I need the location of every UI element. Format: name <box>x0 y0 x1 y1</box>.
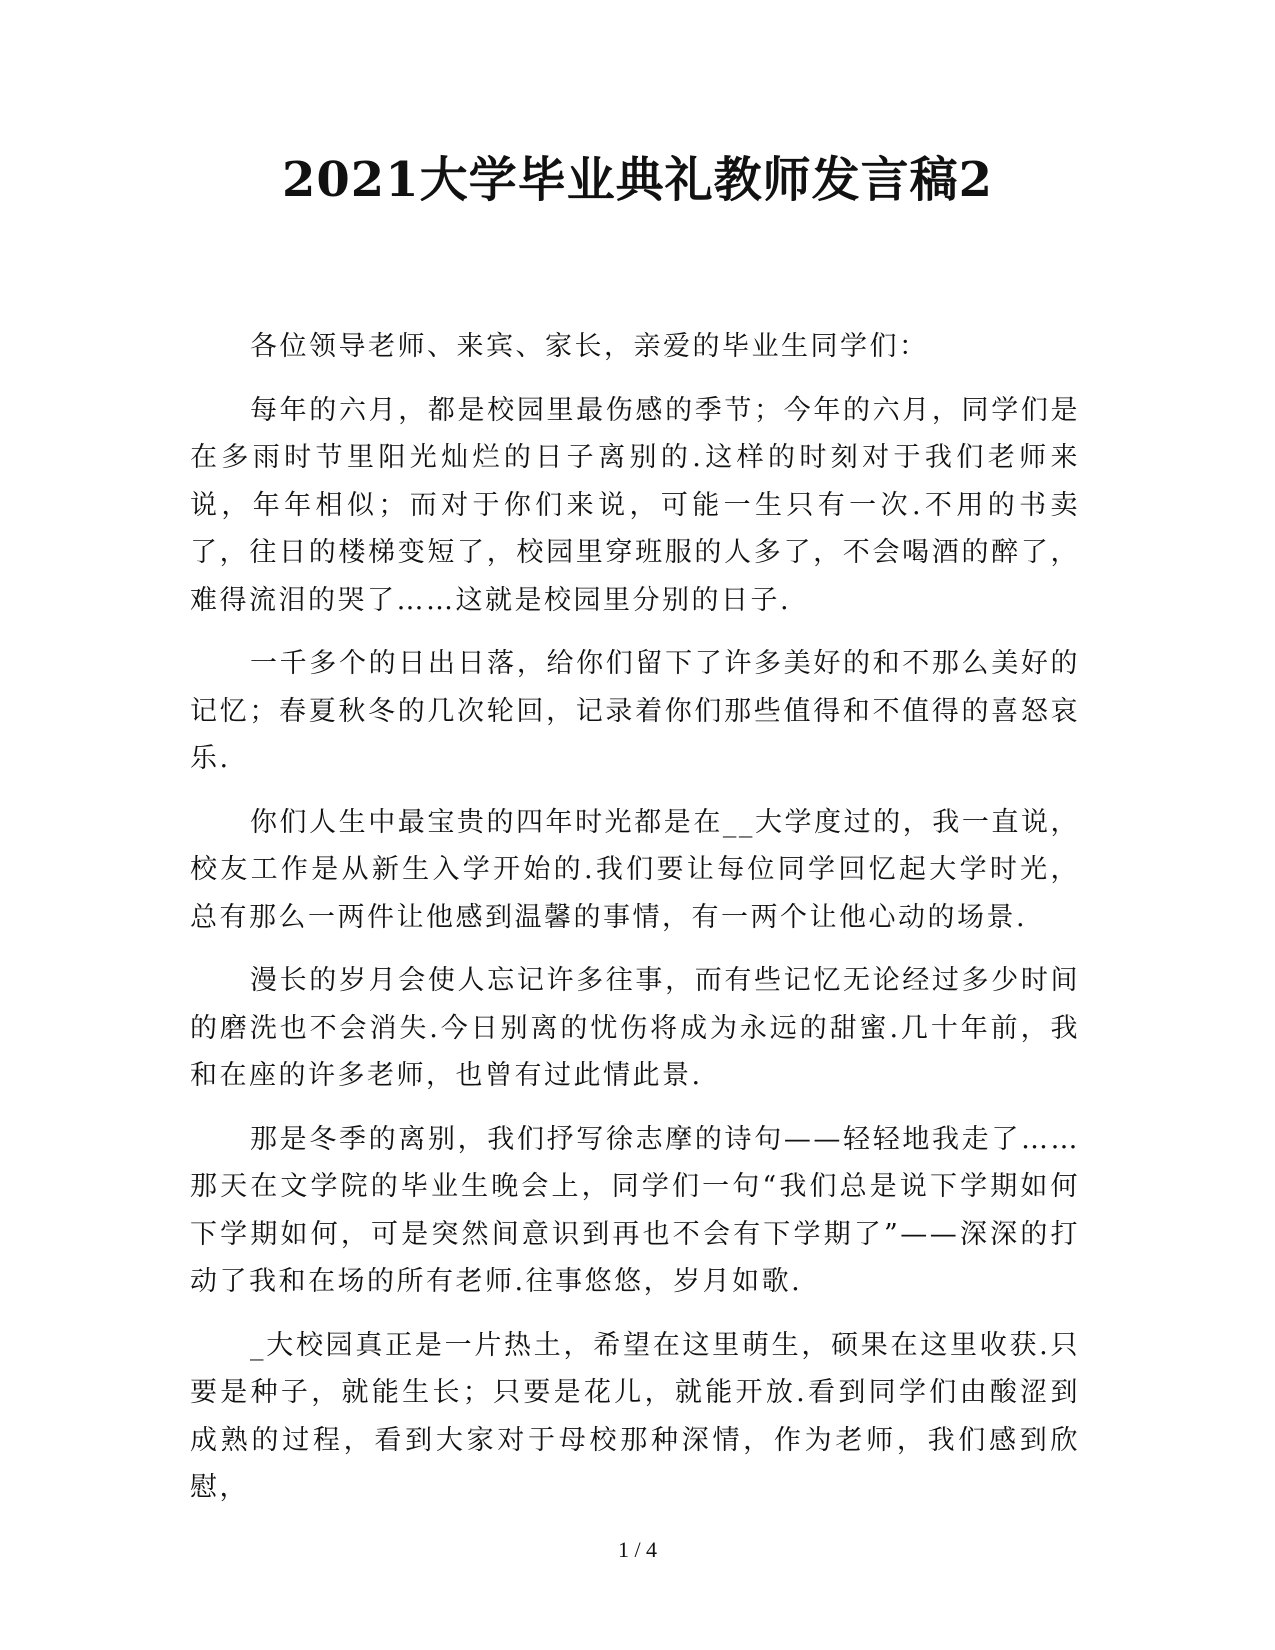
paragraph: 那是冬季的离别，我们抒写徐志摩的诗句——轻轻地我走了……那天在文学院的毕业生晚会上，同学们一句“我们总是说下学期如何下学期如何，可是突然间意识到再也不会有下学期了”——深深的打动了我和在场的所有老师.往事悠悠，岁月如歌. <box>190 1123 1080 1297</box>
paragraph: 你们人生中最宝贵的四年时光都是在__大学度过的，我一直说，校友工作是从新生入学开始的.我们要让每位同学回忆起大学时光，总有那么一两件让他感到温馨的事情，有一两个让他心动的场景. <box>190 806 1080 933</box>
document-title: 2021大学毕业典礼教师发言稿2 <box>282 152 993 208</box>
document-body <box>190 323 1080 1528</box>
paragraph: 一千多个的日出日落，给你们留下了许多美好的和不那么美好的记忆；春夏秋冬的几次轮回，记录着你们那些值得和不值得的喜怒哀乐. <box>190 648 1080 774</box>
paragraph-salutation: 各位领导老师、来宾、家长，亲爱的毕业生同学们： <box>250 331 929 362</box>
paragraph: 漫长的岁月会使人忘记许多往事，而有些记忆无论经过多少时间的磨洗也不会消失.今日别离的忧伤将成为永远的甜蜜.几十年前，我和在座的许多老师，也曾有过此情此景. <box>190 965 1080 1091</box>
paragraph: _大校园真正是一片热土，希望在这里萌生，硕果在这里收获.只要是种子，就能生长；只要是花儿，就能开放.看到同学们由酸涩到成熟的过程，看到大家对于母校那种深情，作为老师，我们感到欣慰， <box>190 1329 1080 1503</box>
page-number: 1 / 4 <box>617 1537 658 1562</box>
paragraph: 每年的六月，都是校园里最伤感的季节；今年的六月，同学们是在多雨时节里阳光灿烂的日子离别的.这样的时刻对于我们老师来说，年年相似；而对于你们来说，可能一生只有一次.不用的书卖了，往日的楼梯变短了，校园里穿班服的人多了，不会喝酒的醉了，难得流泪的哭了……这就是校园里分别的日子. <box>190 394 1080 616</box>
